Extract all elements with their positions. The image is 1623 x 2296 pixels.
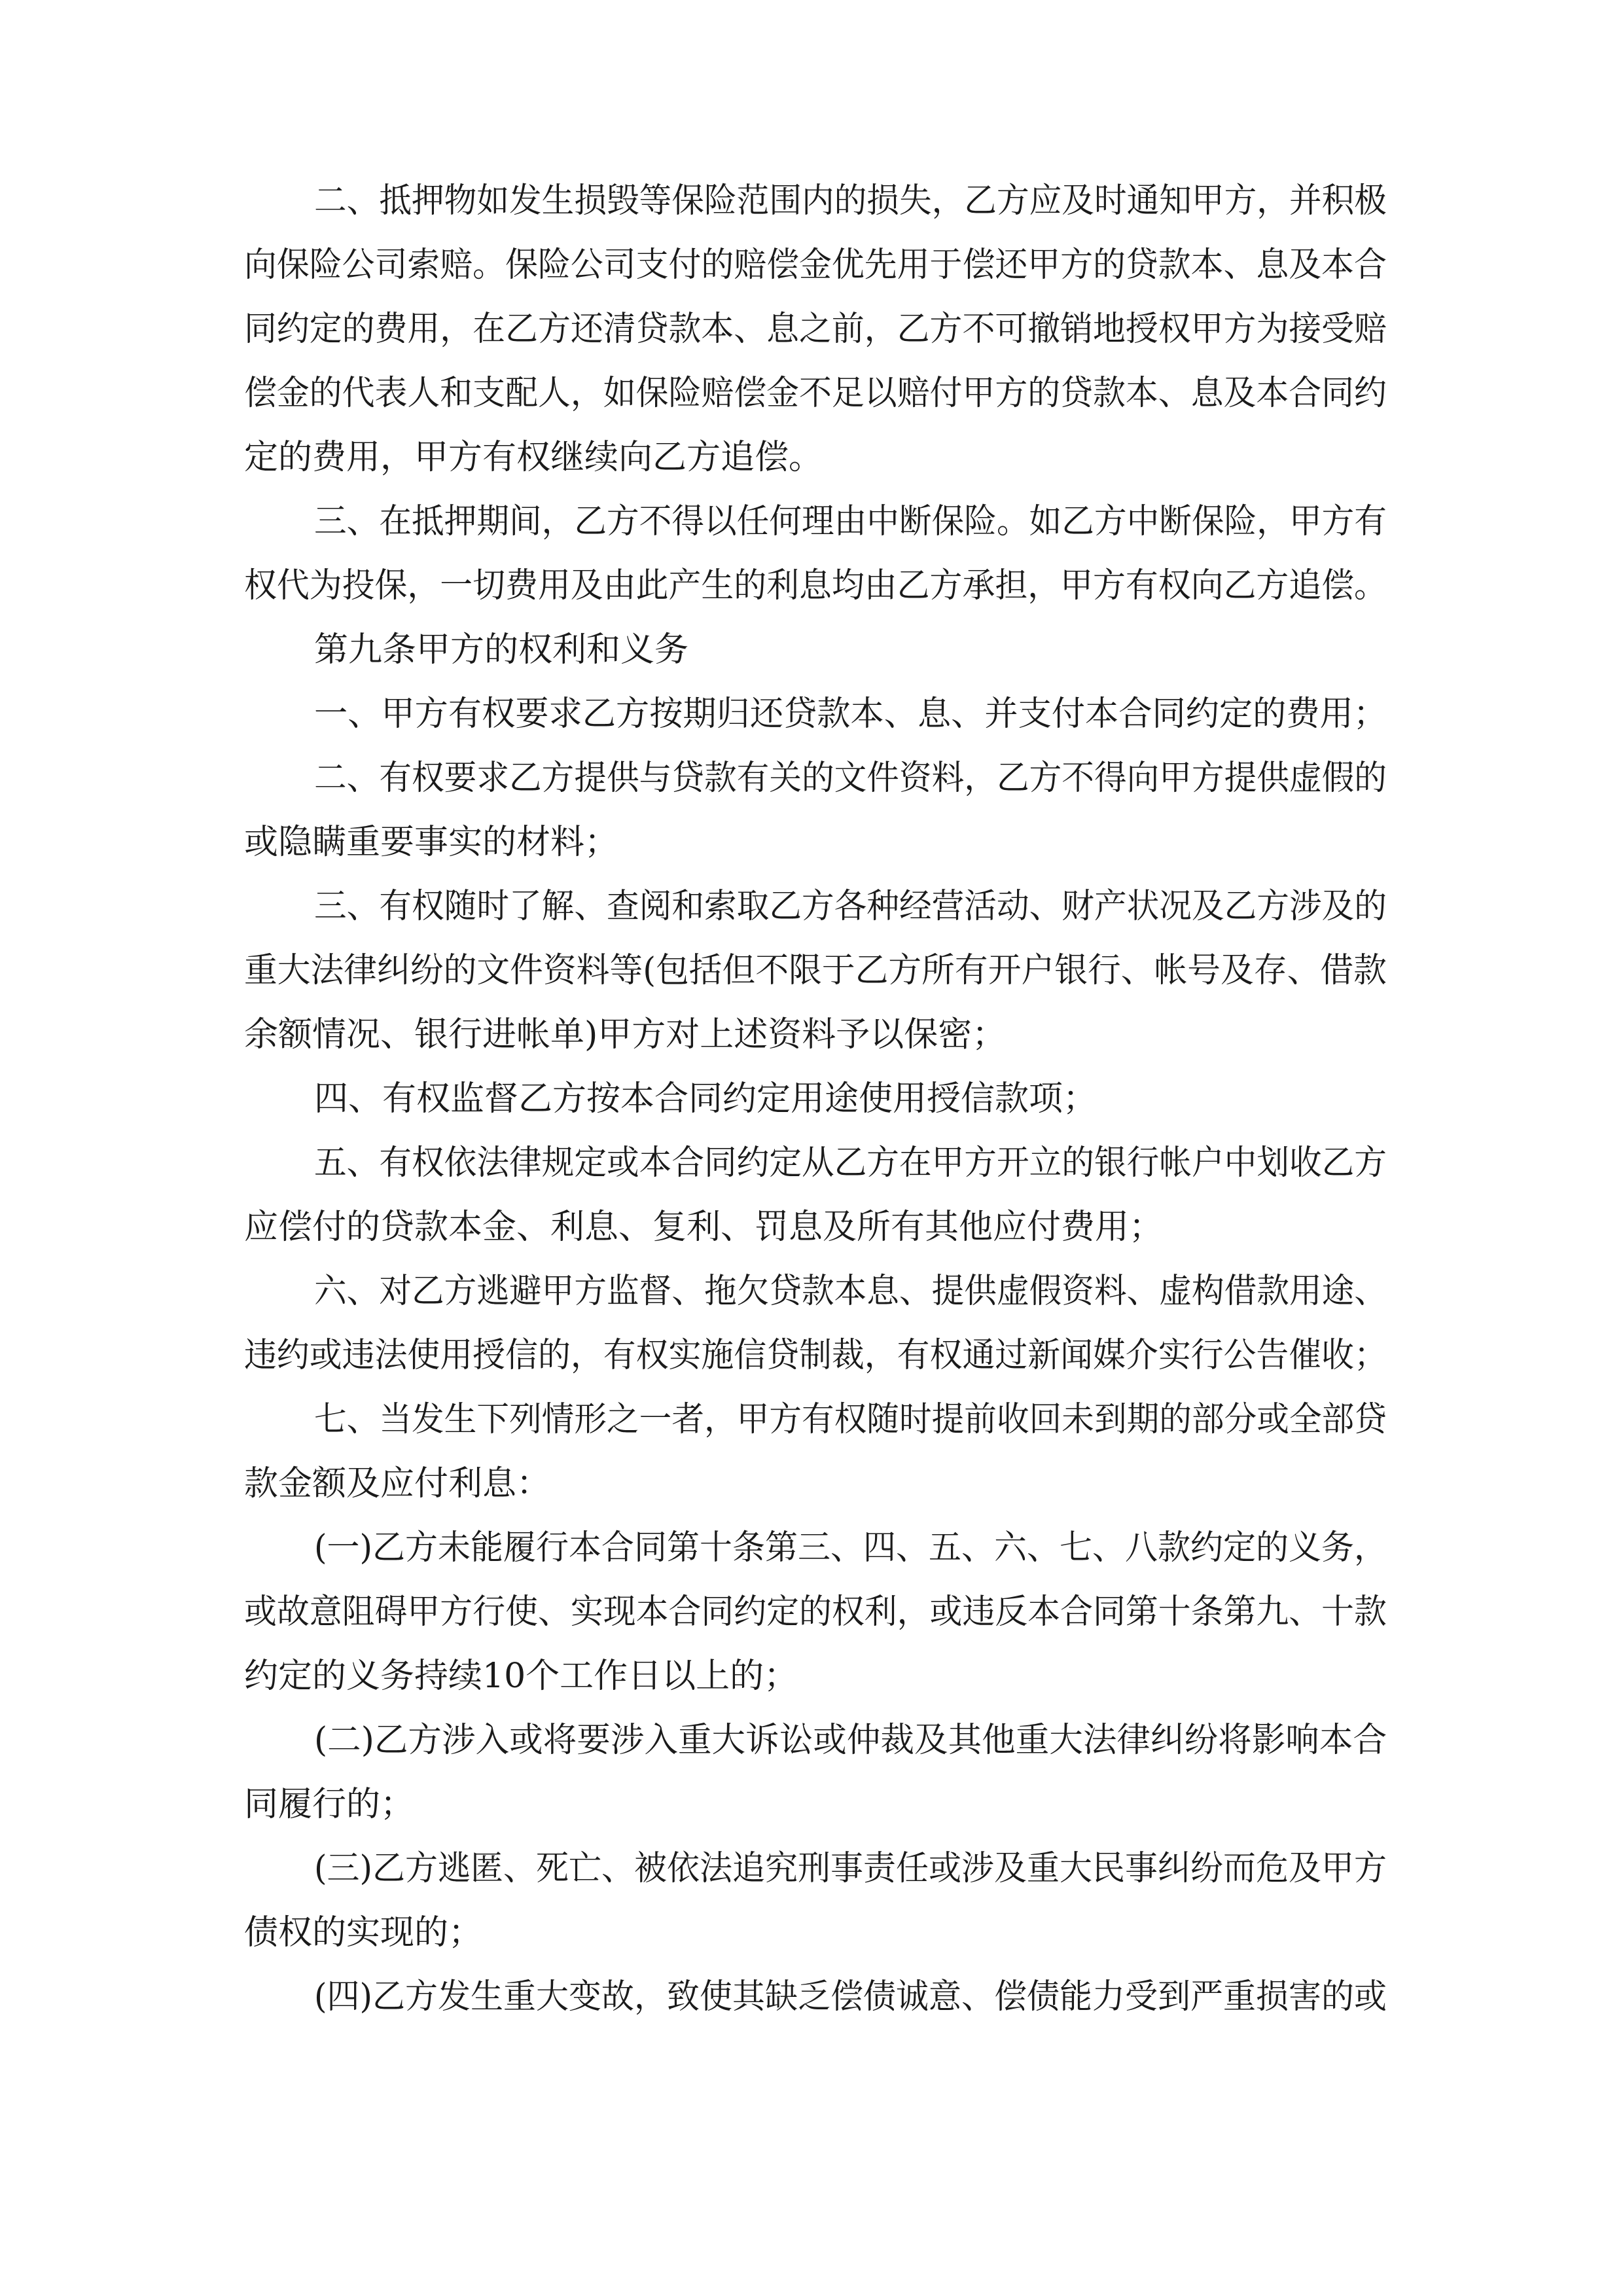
text-line (244, 1323, 1387, 1388)
sub-2 (244, 1708, 1387, 1837)
text-line (244, 1965, 1387, 2029)
text-line (244, 554, 1387, 618)
text-line (244, 425, 1387, 490)
text-line-content: 同履行的； (244, 1785, 415, 1824)
text-line-content: 偿金的代表人和支配人，如保险赔偿金不足以赔付甲方的贷款本、息及本合同约 (244, 374, 1387, 413)
text-line-content: 定的费用，甲方有权继续向乙方追偿。 (244, 438, 823, 477)
text-line-content: 五、有权依法律规定或本合同约定从乙方在甲方开立的银行帐户中划收乙方 (314, 1143, 1387, 1183)
text-line (244, 361, 1387, 425)
item-5 (244, 1131, 1387, 1259)
text-line-content: 同约定的费用，在乙方还清贷款本、息之前，乙方不可撤销地授权甲方为接受赔 (244, 310, 1387, 349)
text-line (244, 810, 1387, 874)
item-6 (244, 1259, 1387, 1388)
text-line-content: 或故意阻碍甲方行使、实现本合同约定的权利，或违反本合同第十条第九、十款 (244, 1592, 1387, 1632)
text-line (244, 1708, 1387, 1772)
text-line-content: (三)乙方逃匿、死亡、被依法追究刑事责任或涉及重大民事纠纷而危及甲方 (314, 1849, 1387, 1888)
text-line (244, 1580, 1387, 1644)
text-line-content: 四、有权监督乙方按本合同约定用途使用授信款项； (314, 1079, 1097, 1119)
text-line (244, 1644, 1387, 1708)
text-line (244, 1837, 1387, 1901)
text-line (244, 874, 1387, 939)
text-line (244, 169, 1387, 233)
item-3 (244, 874, 1387, 1067)
text-line (244, 1772, 1387, 1837)
text-line-content: 三、在抵押期间，乙方不得以任何理由中断保险。如乙方中断保险，甲方有 (314, 502, 1387, 541)
text-line (244, 682, 1387, 746)
text-line-content: 债权的实现的； (244, 1913, 483, 1952)
item-7 (244, 1388, 1387, 1516)
text-line-content: 约定的义务持续10个工作日以上的； (244, 1657, 798, 1696)
text-line (244, 746, 1387, 810)
article-9-heading (244, 618, 1387, 682)
item-2 (244, 746, 1387, 874)
item-1 (244, 682, 1387, 746)
text-line (244, 939, 1387, 1003)
text-line (244, 1452, 1387, 1516)
text-line-content: 三、有权随时了解、查阅和索取乙方各种经营活动、财产状况及乙方涉及的 (314, 887, 1387, 926)
text-line (244, 1067, 1387, 1131)
text-line-content: 重大法律纠纷的文件资料等(包括但不限于乙方所有开户银行、帐号及存、借款 (244, 951, 1387, 990)
para-3 (244, 490, 1387, 618)
text-line (244, 1901, 1387, 1965)
text-line-content: 六、对乙方逃避甲方监督、拖欠贷款本息、提供虚假资料、虚构借款用途、 (314, 1272, 1387, 1311)
para-2 (244, 169, 1387, 490)
text-line-content: 款金额及应付利息： (244, 1464, 551, 1503)
sub-3 (244, 1837, 1387, 1965)
text-line (244, 1003, 1387, 1067)
text-line-content: 二、抵押物如发生损毁等保险范围内的损失，乙方应及时通知甲方，并积极 (314, 181, 1387, 221)
text-line (244, 297, 1387, 361)
text-line (244, 1131, 1387, 1195)
text-line-content: 余额情况、银行进帐单)甲方对上述资料予以保密； (244, 1015, 1007, 1054)
text-line-content: 违约或违法使用授信的，有权实施信贷制裁，有权通过新闻媒介实行公告催收； (244, 1336, 1387, 1375)
text-line (244, 618, 1387, 682)
text-line-content: (二)乙方涉入或将要涉入重大诉讼或仲裁及其他重大法律纠纷将影响本合 (314, 1721, 1387, 1760)
text-line-content: 七、当发生下列情形之一者，甲方有权随时提前收回未到期的部分或全部贷 (314, 1400, 1387, 1439)
text-line (244, 1516, 1387, 1580)
text-line (244, 1195, 1387, 1259)
item-4 (244, 1067, 1387, 1131)
document-body (244, 169, 1387, 2029)
text-line (244, 1388, 1387, 1452)
text-line-content: 权代为投保，一切费用及由此产生的利息均由乙方承担，甲方有权向乙方追偿。 (244, 566, 1387, 605)
text-line-content: 向保险公司索赔。保险公司支付的赔偿金优先用于偿还甲方的贷款本、息及本合 (244, 245, 1387, 285)
sub-4 (244, 1965, 1387, 2029)
text-line (244, 490, 1387, 554)
sub-1 (244, 1516, 1387, 1708)
text-line (244, 1259, 1387, 1323)
text-line (244, 233, 1387, 297)
text-line-content: (四)乙方发生重大变故，致使其缺乏偿债诚意、偿债能力受到严重损害的或 (314, 1977, 1387, 2017)
text-line-content: 第九条甲方的权利和义务 (314, 630, 689, 670)
text-line-content: (一)乙方未能履行本合同第十条第三、四、五、六、七、八款约定的义务， (314, 1528, 1387, 1568)
text-line-content: 一、甲方有权要求乙方按期归还贷款本、息、并支付本合同约定的费用； (314, 694, 1387, 734)
text-line-content: 或隐瞒重要事实的材料； (244, 823, 619, 862)
text-line-content: 应偿付的贷款本金、利息、复利、罚息及所有其他应付费用； (244, 1208, 1164, 1247)
text-line-content: 二、有权要求乙方提供与贷款有关的文件资料，乙方不得向甲方提供虚假的 (314, 759, 1387, 798)
